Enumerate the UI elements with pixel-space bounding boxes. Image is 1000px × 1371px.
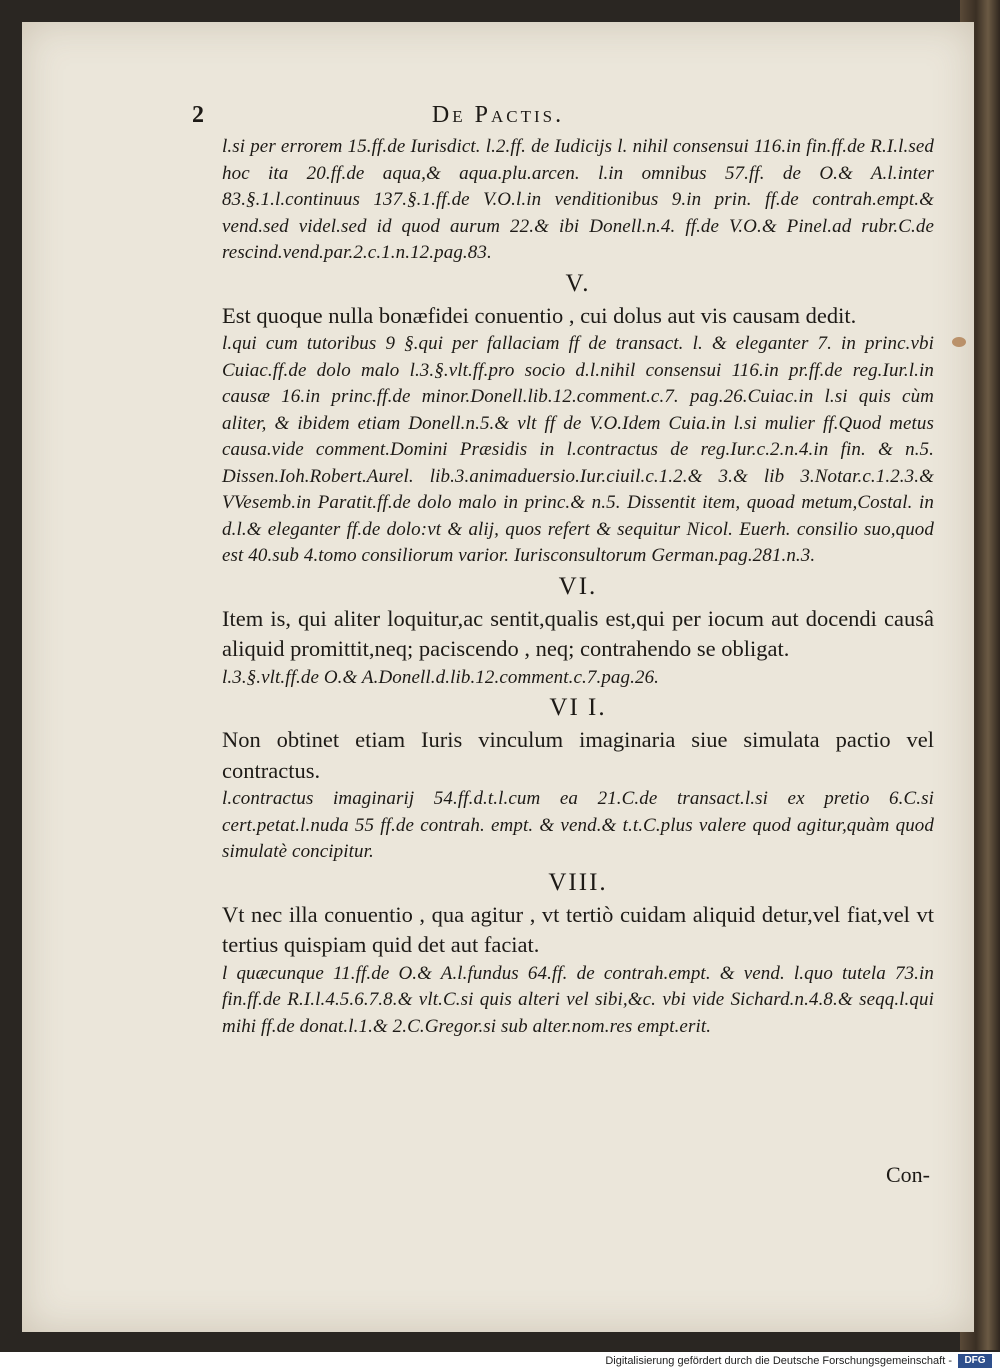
thesis-numeral: VI. <box>558 572 598 600</box>
paper-stain <box>952 337 966 347</box>
citation-block: l.si per errorem 15.ff.de Iurisdict. l.2.ff. de Iudicijs l. nihil consensui 116.in fin.ff.de R.I.l.sed hoc ita 20.ff.de aqua,& aqua.plu.arcen. l.in omnibus 57.ff. de O.& A.l.inter 83.§.1.l.continuus 137.§.1.ff.de V.O.l.in venditionibus 9.in prin. ff.de contrah.empt.& vend.sed videl.sed id quod aurum 22.& ibi Donell.n.4. ff.de V.O.& Pinel.ad rubr.C.de rescind.vend.par.2.c.1.n.12.pag.83. <box>222 136 934 263</box>
citation-block: l.contractus imaginarij 54.ff.d.t.l.cum ea 21.C.de transact.l.si ex pretio 6.C.si cert.petat.l.nuda 55 ff.de contrah. empt. & vend.& t.t.C.plus valere quod agitur,quàm quod simulatè concipitur. <box>222 788 934 862</box>
thesis-text: Non obtinet etiam Iuris vinculum imaginaria siue simulata pactio vel contractus. <box>222 727 934 783</box>
citation-block: l.qui cum tutoribus 9 §.qui per fallaciam ff de transact. l. & eleganter 7. in princ.vbi Cuiac.ff.de dolo malo l.3.§.vlt.ff.pro socio d.l.nihil consensui 116.in pr.ff.de reg.Iur.l.in causæ 16.in princ.ff.de minor.Donell.lib.12.comment.c.7. pag.26.Cuiac.in l.si quis cùm aliter, & ibidem etiam Donell.n.5.& vlt ff de V.O.Idem Cuia.in l.si mulier ff.Quod metus causa.vide comment.Domini Præsidis in l.contractus de reg.Iur.c.2.n.4.in fin. & n.5. Dissen.Ioh.Robert.Aurel. lib.3.animaduersio.Iur.ciuil.c.1.2.& 3.& lib 3.Notar.c.1.2.3.& VVesemb.in Paratit.ff.de dolo malo in princ.& n.5. Dissentit item, quoad metum,Costal. in d.l.& eleganter ff.de dolo:vt & alij, quos refert & sequitur Nicol. Euerh. consilio suo,quod est 40.sub 4.tomo consiliorum varior. Iurisconsultorum German.pag.281.n.3. <box>222 333 934 566</box>
thesis-text: Est quoque nulla bonæfidei conuentio , cui dolus aut vis causam dedit. <box>222 302 857 328</box>
digitization-footer <box>0 1352 1000 1371</box>
citation-block: l.3.§.vlt.ff.de O.& A.Donell.d.lib.12.comment.c.7.pag.26. <box>222 666 660 688</box>
page-header <box>22 102 974 132</box>
thesis-text: Vt nec illa conuentio , qua agitur , vt tertiò cuidam aliquid detur,vel fiat,vel vt tertius quispiam quid det aut faciat. <box>222 901 934 957</box>
page-number: 2 <box>192 102 204 128</box>
thesis-numeral: V. <box>565 269 591 297</box>
thesis-text: Item is, qui aliter loquitur,ac sentit,qualis est,qui per iocum aut docendi causâ aliquid promittit,neq; paciscendo , neq; contrahendo se obligat. <box>222 605 934 661</box>
running-title: De Pactis. <box>431 102 565 128</box>
thesis-numeral: VIII. <box>548 868 608 896</box>
page-content <box>222 134 934 1040</box>
book-page <box>22 22 974 1332</box>
dfg-logo: DFG <box>958 1354 992 1368</box>
footer-credit: Digitalisierung gefördert durch die Deutsche Forschungsgemeinschaft - <box>605 1355 952 1367</box>
catchword: Con- <box>886 1162 930 1187</box>
citation-block: l quæcunque 11.ff.de O.& A.l.fundus 64.ff. de contrah.empt. & vend. l.quo tutela 73.in fin.ff.de R.I.l.4.5.6.7.8.& vlt.C.si quis alteri vel sibi,&c. vbi vide Sichard.n.4.8.& seqq.l.qui mihi ff.de donat.l.1.& 2.C.Gregor.si sub alter.nom.res empt.erit. <box>222 962 934 1037</box>
thesis-numeral: VI I. <box>549 694 607 721</box>
